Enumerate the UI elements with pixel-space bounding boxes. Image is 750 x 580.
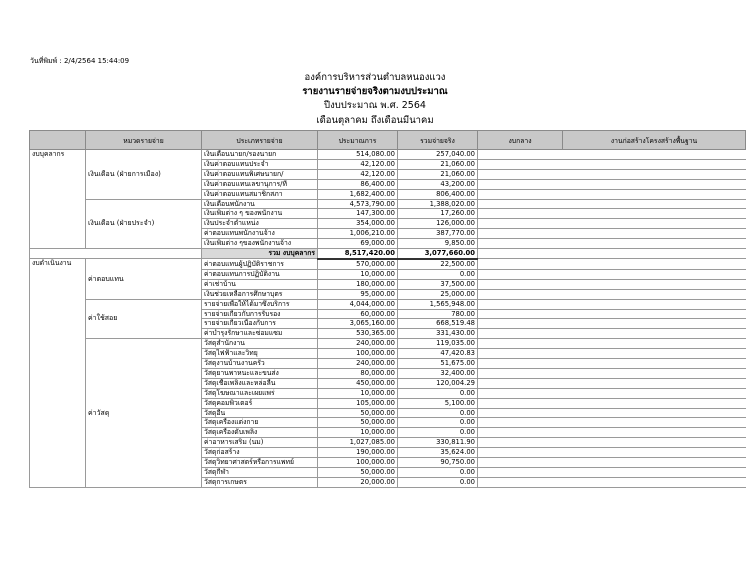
estimate-cell: 450,000.00 — [318, 378, 398, 388]
infrastructure-cell — [563, 239, 746, 249]
central-budget-cell — [478, 428, 563, 438]
item-label: วัสดุยานพาหนะและขนส่ง — [202, 368, 318, 378]
estimate-cell: 570,000.00 — [318, 259, 398, 269]
actual-cell: 0.00 — [398, 477, 478, 487]
total-spacer — [30, 249, 202, 259]
actual-cell: 0.00 — [398, 388, 478, 398]
estimate-cell: 1,006,210.00 — [318, 229, 398, 239]
item-label: วัสดุอื่น — [202, 408, 318, 418]
item-label: ค่าอาหารเสริม (นม) — [202, 438, 318, 448]
expense-table — [29, 130, 746, 488]
actual-cell: 43,200.00 — [398, 179, 478, 189]
infrastructure-cell — [563, 179, 746, 189]
infrastructure-cell — [563, 468, 746, 478]
central-budget-cell — [478, 408, 563, 418]
item-label: วัสดุคอมพิวเตอร์ — [202, 398, 318, 408]
central-budget-cell — [478, 418, 563, 428]
infrastructure-cell — [563, 279, 746, 289]
estimate-cell: 10,000.00 — [318, 388, 398, 398]
estimate-cell: 240,000.00 — [318, 339, 398, 349]
central-budget-cell — [478, 279, 563, 289]
item-label: วัสดุเชื้อเพลิงและหล่อลื่น — [202, 378, 318, 388]
infrastructure-cell — [563, 319, 746, 329]
estimate-cell: 1,682,400.00 — [318, 189, 398, 199]
central-budget-cell — [478, 229, 563, 239]
infrastructure-cell — [563, 309, 746, 319]
estimate-cell: 4,573,790.00 — [318, 199, 398, 209]
infrastructure-cell — [563, 339, 746, 349]
table-header — [30, 131, 746, 150]
estimate-cell: 530,365.00 — [318, 329, 398, 339]
actual-cell: 25,000.00 — [398, 289, 478, 299]
section-label: งบดำเนินงาน — [30, 259, 86, 487]
central-budget-cell — [478, 398, 563, 408]
central-budget-cell — [478, 299, 563, 309]
actual-cell: 780.00 — [398, 309, 478, 319]
item-label: เงินค่าตอบแทนประจำ — [202, 159, 318, 169]
col-header-section — [30, 131, 86, 150]
infrastructure-cell — [563, 189, 746, 199]
infrastructure-cell — [563, 458, 746, 468]
actual-cell: 21,060.00 — [398, 159, 478, 169]
actual-cell: 330,811.90 — [398, 438, 478, 448]
category-label: เงินเดือน (ฝ่ายการเมือง) — [86, 150, 202, 200]
col-header-category: หมวดรายจ่าย — [86, 131, 202, 150]
infrastructure-cell — [563, 299, 746, 309]
item-label: วัสดุไฟฟ้าและวิทยุ — [202, 349, 318, 359]
estimate-cell: 100,000.00 — [318, 349, 398, 359]
item-label: วัสดุก่อสร้าง — [202, 448, 318, 458]
estimate-cell: 190,000.00 — [318, 448, 398, 458]
central-budget-cell — [478, 378, 563, 388]
estimate-cell: 105,000.00 — [318, 398, 398, 408]
table-row — [30, 259, 746, 269]
actual-cell: 9,850.00 — [398, 239, 478, 249]
infrastructure-cell — [563, 428, 746, 438]
item-label: เงินเพิ่มต่าง ๆของพนักงานจ้าง — [202, 239, 318, 249]
estimate-cell: 100,000.00 — [318, 458, 398, 468]
infrastructure-cell — [563, 269, 746, 279]
estimate-cell: 240,000.00 — [318, 359, 398, 369]
estimate-cell: 1,027,085.00 — [318, 438, 398, 448]
actual-cell: 1,388,020.00 — [398, 199, 478, 209]
infrastructure-cell — [563, 378, 746, 388]
col-header-central-budget: งบกลาง — [478, 131, 563, 150]
infrastructure-cell — [563, 329, 746, 339]
estimate-cell: 50,000.00 — [318, 468, 398, 478]
estimate-cell: 50,000.00 — [318, 408, 398, 418]
central-budget-cell — [478, 468, 563, 478]
infrastructure-cell — [563, 398, 746, 408]
actual-cell: 1,565,948.00 — [398, 299, 478, 309]
infrastructure-cell — [563, 259, 746, 269]
infrastructure-cell — [563, 438, 746, 448]
report-title: รายงานรายจ่ายจริงตามงบประมาณ — [302, 86, 448, 97]
actual-cell: 3,077,660.00 — [398, 249, 478, 259]
actual-cell: 32,400.00 — [398, 368, 478, 378]
actual-cell: 668,519.48 — [398, 319, 478, 329]
estimate-cell: 514,080.00 — [318, 150, 398, 160]
actual-cell: 119,035.00 — [398, 339, 478, 349]
infrastructure-cell — [563, 388, 746, 398]
fiscal-year: ปีงบประมาณ พ.ศ. 2564 — [324, 100, 426, 111]
actual-cell: 90,750.00 — [398, 458, 478, 468]
infrastructure-cell — [563, 477, 746, 487]
central-budget-cell — [478, 289, 563, 299]
central-budget-cell — [478, 368, 563, 378]
print-date: วันที่พิมพ์ : 2/4/2564 15:44:09 — [30, 57, 130, 65]
estimate-cell: 60,000.00 — [318, 309, 398, 319]
item-label: รายจ่ายเกี่ยวกับการรับรอง — [202, 309, 318, 319]
actual-cell: 21,060.00 — [398, 169, 478, 179]
central-budget-cell — [478, 477, 563, 487]
estimate-cell: 147,300.00 — [318, 209, 398, 219]
central-budget-cell — [478, 458, 563, 468]
item-label: ค่าบำรุงรักษาและซ่อมแซม — [202, 329, 318, 339]
central-budget-cell — [478, 388, 563, 398]
item-label: เงินค่าตอบแทนสมาชิกสภา — [202, 189, 318, 199]
actual-cell: 0.00 — [398, 269, 478, 279]
estimate-cell: 20,000.00 — [318, 477, 398, 487]
infrastructure-cell — [563, 159, 746, 169]
estimate-cell: 50,000.00 — [318, 418, 398, 428]
actual-cell: 0.00 — [398, 428, 478, 438]
infrastructure-cell — [563, 418, 746, 428]
infrastructure-cell — [563, 169, 746, 179]
col-header-infrastructure: งานก่อสร้างโครงสร้างพื้นฐาน — [563, 131, 746, 150]
central-budget-cell — [478, 189, 563, 199]
item-label: เงินช่วยเหลือการศึกษาบุตร — [202, 289, 318, 299]
estimate-cell: 80,000.00 — [318, 368, 398, 378]
estimate-cell: 8,517,420.00 — [318, 249, 398, 259]
table-body — [30, 150, 746, 488]
central-budget-cell — [478, 438, 563, 448]
infrastructure-cell — [563, 368, 746, 378]
org-name: องค์การบริหารส่วนตำบลหนองแวง — [304, 72, 446, 83]
estimate-cell: 42,120.00 — [318, 169, 398, 179]
category-label: เงินเดือน (ฝ่ายประจำ) — [86, 199, 202, 249]
estimate-cell: 3,065,160.00 — [318, 319, 398, 329]
estimate-cell: 4,044,000.00 — [318, 299, 398, 309]
actual-cell: 0.00 — [398, 418, 478, 428]
item-label: เงินเพิ่มต่าง ๆ ของพนักงาน — [202, 209, 318, 219]
section-label: งบบุคลากร — [30, 150, 86, 249]
table-row — [30, 199, 746, 209]
item-label: วัสดุโฆษณาและเผยแพร่ — [202, 388, 318, 398]
col-header-type: ประเภทรายจ่าย — [202, 131, 318, 150]
category-label: ค่าวัสดุ — [86, 339, 202, 488]
item-label: ค่าตอบแทนผู้ปฏิบัติราชการ — [202, 259, 318, 269]
item-label: วัสดุเครื่องดับเพลิง — [202, 428, 318, 438]
item-label: เงินเดือนนายก/รองนายก — [202, 150, 318, 160]
central-budget-cell — [478, 199, 563, 209]
infrastructure-cell — [563, 249, 746, 259]
infrastructure-cell — [563, 359, 746, 369]
actual-cell: 0.00 — [398, 468, 478, 478]
actual-cell: 257,040.00 — [398, 150, 478, 160]
category-label: ค่าใช้สอย — [86, 299, 202, 339]
estimate-cell: 69,000.00 — [318, 239, 398, 249]
infrastructure-cell — [563, 199, 746, 209]
actual-cell: 17,260.00 — [398, 209, 478, 219]
item-label: เงินประจำตำแหน่ง — [202, 219, 318, 229]
infrastructure-cell — [563, 229, 746, 239]
item-label: วัสดุงานบ้านงานครัว — [202, 359, 318, 369]
central-budget-cell — [478, 239, 563, 249]
item-label: ค่าตอบแทนการปฏิบัติงาน — [202, 269, 318, 279]
item-label: เงินค่าตอบแทนเลขานุการ/ที่ — [202, 179, 318, 189]
item-label: ค่าเช่าบ้าน — [202, 279, 318, 289]
estimate-cell: 95,000.00 — [318, 289, 398, 299]
infrastructure-cell — [563, 219, 746, 229]
col-header-estimate: ประมาณการ — [318, 131, 398, 150]
actual-cell: 331,430.00 — [398, 329, 478, 339]
item-label: วัสดุกีฬา — [202, 468, 318, 478]
central-budget-cell — [478, 150, 563, 160]
central-budget-cell — [478, 309, 563, 319]
central-budget-cell — [478, 269, 563, 279]
estimate-cell: 42,120.00 — [318, 159, 398, 169]
central-budget-cell — [478, 349, 563, 359]
item-label: รายจ่ายเกี่ยวเนื่องกับการ — [202, 319, 318, 329]
central-budget-cell — [478, 209, 563, 219]
infrastructure-cell — [563, 349, 746, 359]
central-budget-cell — [478, 219, 563, 229]
central-budget-cell — [478, 159, 563, 169]
item-label: วัสดุสำนักงาน — [202, 339, 318, 349]
total-label: รวม งบบุคลากร — [202, 249, 318, 259]
table-row — [30, 150, 746, 160]
item-label: วัสดุการเกษตร — [202, 477, 318, 487]
central-budget-cell — [478, 319, 563, 329]
central-budget-cell — [478, 259, 563, 269]
actual-cell: 35,624.00 — [398, 448, 478, 458]
item-label: วัสดุวิทยาศาสตร์หรือการแพทย์ — [202, 458, 318, 468]
actual-cell: 37,500.00 — [398, 279, 478, 289]
actual-cell: 126,000.00 — [398, 219, 478, 229]
actual-cell: 0.00 — [398, 408, 478, 418]
actual-cell: 5,100.00 — [398, 398, 478, 408]
actual-cell: 22,500.00 — [398, 259, 478, 269]
infrastructure-cell — [563, 448, 746, 458]
central-budget-cell — [478, 448, 563, 458]
central-budget-cell — [478, 179, 563, 189]
table-row — [30, 299, 746, 309]
actual-cell: 47,420.83 — [398, 349, 478, 359]
table-row — [30, 339, 746, 349]
actual-cell: 387,770.00 — [398, 229, 478, 239]
actual-cell: 120,004.29 — [398, 378, 478, 388]
item-label: รายจ่ายเพื่อให้ได้มาซึ่งบริการ — [202, 299, 318, 309]
infrastructure-cell — [563, 150, 746, 160]
estimate-cell: 86,400.00 — [318, 179, 398, 189]
estimate-cell: 180,000.00 — [318, 279, 398, 289]
col-header-actual: รวมจ่ายจริง — [398, 131, 478, 150]
central-budget-cell — [478, 359, 563, 369]
central-budget-cell — [478, 249, 563, 259]
item-label: ค่าตอบแทนพนักงานจ้าง — [202, 229, 318, 239]
total-row — [30, 249, 746, 259]
item-label: วัสดุเครื่องแต่งกาย — [202, 418, 318, 428]
item-label: เงินค่าตอบแทนพิเศษนายก/ — [202, 169, 318, 179]
estimate-cell: 10,000.00 — [318, 269, 398, 279]
estimate-cell: 10,000.00 — [318, 428, 398, 438]
actual-cell: 51,675.00 — [398, 359, 478, 369]
central-budget-cell — [478, 169, 563, 179]
infrastructure-cell — [563, 289, 746, 299]
central-budget-cell — [478, 339, 563, 349]
estimate-cell: 354,000.00 — [318, 219, 398, 229]
item-label: เงินเดือนพนักงาน — [202, 199, 318, 209]
central-budget-cell — [478, 329, 563, 339]
category-label: ค่าตอบแทน — [86, 259, 202, 299]
infrastructure-cell — [563, 209, 746, 219]
actual-cell: 806,400.00 — [398, 189, 478, 199]
report-period: เดือนตุลาคม ถึงเดือนมีนาคม — [316, 115, 434, 126]
infrastructure-cell — [563, 408, 746, 418]
